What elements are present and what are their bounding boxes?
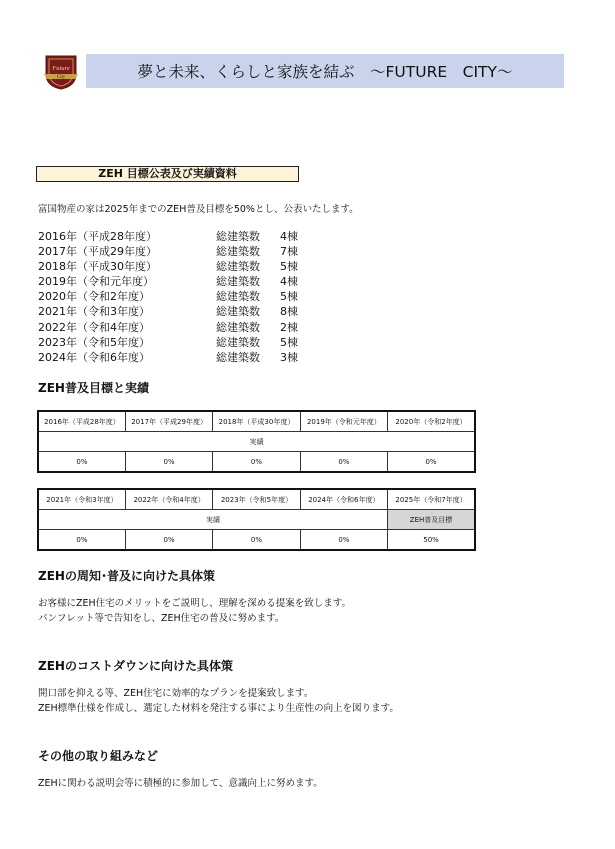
table-header-cell: 2018年（平成30年度） xyxy=(213,411,300,432)
list-item: 2022年（令和4年度） 総建築数 2棟 xyxy=(38,320,298,334)
list-item: 2018年（平成30年度） 総建築数 5棟 xyxy=(38,260,298,274)
list-item: 2023年（令和5年度） 総建築数 5棟 xyxy=(38,335,298,349)
list-item: 2019年（令和元年度） 総建築数 4棟 xyxy=(38,275,298,289)
target-label-cell: ZEH普及目標 xyxy=(388,510,475,530)
header-banner xyxy=(86,54,564,88)
table-header-cell: 2021年（令和3年度） xyxy=(38,489,125,510)
intro-text: 富国物産の家は2025年までのZEH普及目標を50%とし、公表いたします。 xyxy=(38,204,359,215)
awareness-heading: ZEHの周知･普及に向けた具体策 xyxy=(38,569,215,583)
table-value-cell: 50% xyxy=(388,530,475,551)
zeh-table-2016-2020 xyxy=(37,410,476,473)
cost-text: 開口部を抑える等、ZEH住宅に効率的なプランを提案致します。 ZEH標準仕様を作成し、選定した材料を発注する事により生産性の向上を図ります。 xyxy=(38,688,399,714)
table-value-cell: 0% xyxy=(213,452,300,473)
annual-builds-list xyxy=(38,229,298,365)
awareness-text: お客様にZEH住宅のメリットをご説明し、理解を深める提案を致します。 パンフレット等で告知をし、ZEH住宅の普及に努めます。 xyxy=(38,598,352,624)
list-item: 2016年（平成28年度） 総建築数 4棟 xyxy=(38,230,298,243)
table-header-cell: 2023年（令和5年度） xyxy=(213,489,300,510)
cost-heading: ZEHのコストダウンに向けた具体策 xyxy=(38,659,233,673)
table-value-cell: 0% xyxy=(300,530,387,551)
table-header-cell: 2022年（令和4年度） xyxy=(125,489,212,510)
table-label-cell: 実績 xyxy=(38,432,475,452)
list-item: 2021年（令和3年度） 総建築数 8棟 xyxy=(38,305,298,319)
table-value-cell: 0% xyxy=(125,452,212,473)
other-text: ZEHに関わる説明会等に積極的に参加して、意識向上に努めます。 xyxy=(38,778,323,789)
table-value-cell: 0% xyxy=(388,452,475,473)
svg-text:City: City xyxy=(56,74,66,80)
table-value-cell: 0% xyxy=(300,452,387,473)
table-label-cell: 実績 xyxy=(38,510,388,530)
section-title: ZEH 目標公表及び実績資料 xyxy=(36,166,299,182)
table-value-cell: 0% xyxy=(38,530,125,551)
zeh-table-2021-2025 xyxy=(37,488,476,551)
table-value-cell: 0% xyxy=(125,530,212,551)
table-header-cell: 2025年（令和7年度） xyxy=(388,489,475,510)
targets-heading: ZEH普及目標と実績 xyxy=(38,381,149,395)
table-value-cell: 0% xyxy=(213,530,300,551)
table-header-cell: 2016年（平成28年度） xyxy=(38,411,125,432)
table-header-cell: 2020年（令和2年度） xyxy=(388,411,475,432)
list-item: 2020年（令和2年度） 総建築数 5棟 xyxy=(38,290,298,304)
banner-title: 夢と未来、くらしと家族を結ぶ ～FUTURE CITY～ xyxy=(137,63,513,81)
table-header-cell: 2019年（令和元年度） xyxy=(300,411,387,432)
company-logo xyxy=(42,52,80,90)
list-item: 2024年（令和6年度） 総建築数 3棟 xyxy=(38,350,298,364)
table-value-cell: 0% xyxy=(38,452,125,473)
other-heading: その他の取り組みなど xyxy=(38,749,159,763)
table-header-cell: 2017年（平成29年度） xyxy=(125,411,212,432)
svg-text:Future: Future xyxy=(52,65,70,72)
table-header-cell: 2024年（令和6年度） xyxy=(300,489,387,510)
list-item: 2017年（平成29年度） 総建築数 7棟 xyxy=(38,245,298,259)
